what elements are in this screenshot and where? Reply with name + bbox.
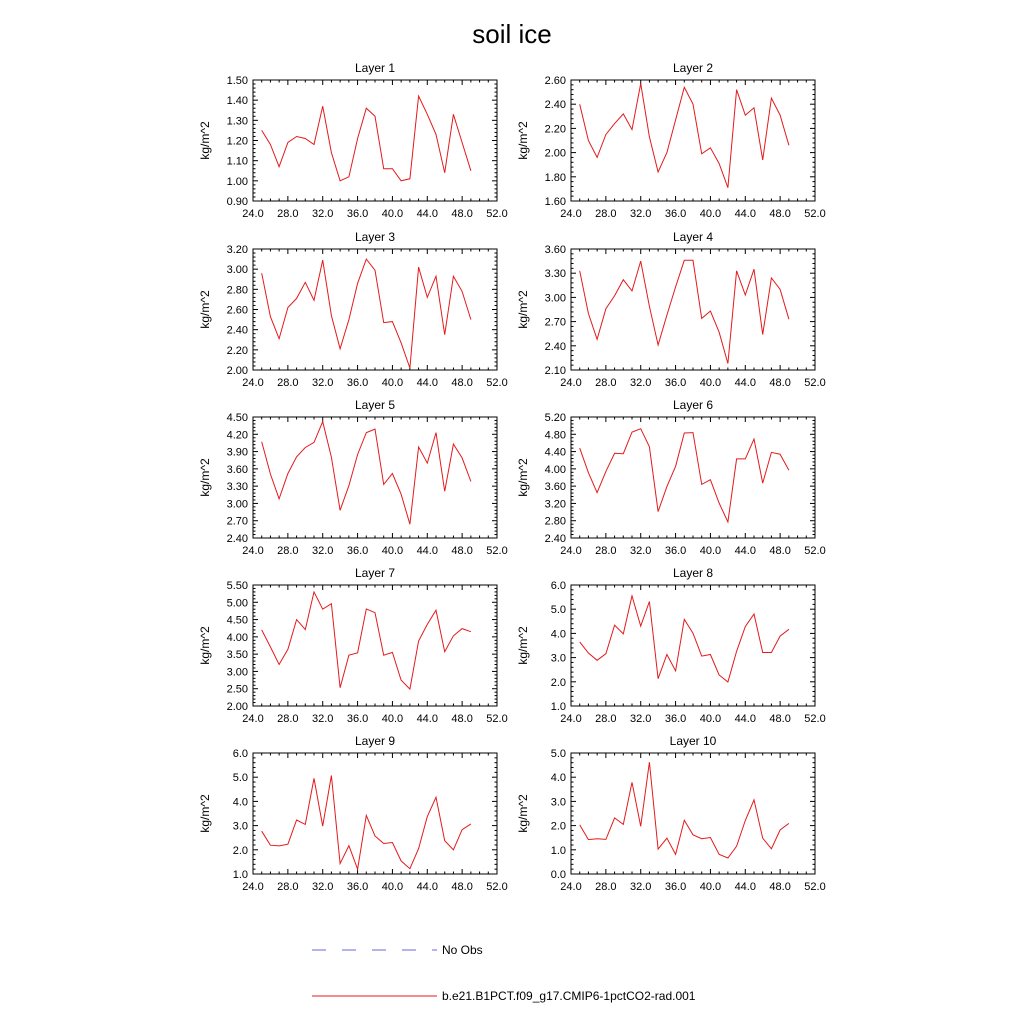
x-tick-label: 32.0 bbox=[630, 713, 652, 725]
panel-title: Layer 5 bbox=[354, 398, 396, 412]
chart-panel-layer-9 bbox=[198, 734, 508, 893]
x-tick-label: 48.0 bbox=[451, 208, 473, 220]
y-tick-label: 3.50 bbox=[226, 649, 248, 662]
panel-title: Layer 3 bbox=[354, 230, 396, 244]
panel-title: Layer 4 bbox=[672, 230, 714, 244]
y-tick-label: 5.0 bbox=[232, 772, 248, 785]
y-tick-label: 2.80 bbox=[544, 515, 566, 528]
chart-panel-layer-1 bbox=[198, 61, 508, 220]
plot-frame bbox=[571, 585, 815, 706]
y-tick-label: 1.10 bbox=[226, 155, 248, 168]
x-tick-label: 32.0 bbox=[630, 881, 652, 893]
plot-frame bbox=[571, 249, 815, 370]
x-tick-label: 28.0 bbox=[595, 713, 617, 725]
y-tick-label: 4.20 bbox=[226, 429, 248, 442]
plot-frame bbox=[571, 80, 815, 201]
y-tick-label: 1.20 bbox=[226, 135, 248, 148]
x-tick-label: 52.0 bbox=[486, 713, 508, 725]
y-tick-label: 3.00 bbox=[544, 292, 566, 305]
x-tick-label: 28.0 bbox=[277, 545, 299, 557]
plot-frame bbox=[253, 80, 497, 201]
x-tick-label: 40.0 bbox=[381, 377, 404, 389]
x-tick-label: 24.0 bbox=[242, 377, 264, 389]
x-tick-label: 24.0 bbox=[560, 377, 582, 389]
y-tick-label: 5.00 bbox=[226, 597, 248, 610]
series-line bbox=[580, 762, 789, 858]
y-tick-label: 3.20 bbox=[226, 244, 248, 256]
x-tick-label: 44.0 bbox=[734, 545, 756, 557]
x-tick-label: 36.0 bbox=[664, 881, 687, 893]
y-tick-label: 4.0 bbox=[550, 772, 566, 785]
y-tick-label: 2.0 bbox=[232, 844, 248, 857]
chart-panel-layer-6 bbox=[516, 398, 826, 557]
y-tick-label: 1.00 bbox=[226, 175, 248, 188]
y-tick-label: 4.40 bbox=[544, 446, 566, 459]
x-tick-label: 36.0 bbox=[664, 545, 687, 557]
plot-frame bbox=[253, 249, 497, 370]
y-tick-label: 2.0 bbox=[550, 820, 566, 833]
chart-panel-layer-5 bbox=[198, 398, 508, 557]
x-tick-label: 52.0 bbox=[804, 713, 826, 725]
y-tick-label: 1.0 bbox=[550, 701, 566, 713]
y-tick-label: 5.0 bbox=[550, 748, 566, 760]
y-tick-label: 3.00 bbox=[226, 498, 248, 511]
x-tick-label: 40.0 bbox=[699, 713, 722, 725]
y-axis-label: kg/m^2 bbox=[516, 626, 530, 665]
y-axis-label: kg/m^2 bbox=[516, 290, 530, 329]
x-tick-label: 40.0 bbox=[699, 377, 722, 389]
x-tick-label: 36.0 bbox=[346, 208, 369, 220]
x-tick-label: 48.0 bbox=[769, 377, 791, 389]
chart-panel-layer-8 bbox=[516, 566, 826, 725]
series-line bbox=[580, 596, 789, 682]
x-tick-label: 28.0 bbox=[595, 377, 617, 389]
x-tick-label: 28.0 bbox=[277, 881, 299, 893]
y-tick-label: 6.0 bbox=[550, 580, 566, 592]
legend-label-model-run: b.e21.B1PCT.f09_g17.CMIP6-1pctCO2-rad.001 bbox=[442, 989, 696, 1003]
y-tick-label: 3.60 bbox=[544, 481, 566, 494]
x-tick-label: 28.0 bbox=[595, 881, 617, 893]
x-tick-label: 48.0 bbox=[451, 377, 473, 389]
y-tick-label: 4.00 bbox=[226, 631, 248, 644]
panel-title: Layer 2 bbox=[672, 61, 714, 75]
figure-title: soil ice bbox=[472, 19, 552, 49]
y-tick-label: 5.0 bbox=[550, 604, 566, 617]
x-tick-label: 32.0 bbox=[630, 208, 652, 220]
y-tick-label: 2.80 bbox=[226, 284, 248, 297]
y-tick-label: 2.40 bbox=[544, 533, 566, 545]
series-line bbox=[262, 776, 471, 870]
y-tick-label: 2.40 bbox=[544, 99, 566, 112]
y-tick-label: 2.00 bbox=[226, 701, 248, 713]
panel-title: Layer 8 bbox=[672, 566, 714, 580]
x-tick-label: 32.0 bbox=[312, 377, 334, 389]
x-tick-label: 24.0 bbox=[242, 713, 264, 725]
y-axis-label: kg/m^2 bbox=[198, 458, 212, 497]
x-tick-label: 48.0 bbox=[451, 713, 473, 725]
x-tick-label: 36.0 bbox=[346, 545, 369, 557]
x-tick-label: 44.0 bbox=[734, 208, 756, 220]
y-axis-label: kg/m^2 bbox=[516, 458, 530, 497]
y-tick-label: 1.0 bbox=[232, 869, 248, 881]
x-tick-label: 48.0 bbox=[769, 208, 791, 220]
series-line bbox=[580, 429, 789, 522]
y-tick-label: 6.0 bbox=[232, 748, 248, 760]
plot-frame bbox=[253, 417, 497, 538]
y-tick-label: 3.00 bbox=[226, 666, 248, 679]
y-axis-label: kg/m^2 bbox=[516, 121, 530, 160]
y-tick-label: 4.0 bbox=[550, 628, 566, 641]
x-tick-label: 24.0 bbox=[560, 713, 582, 725]
x-tick-label: 32.0 bbox=[312, 208, 334, 220]
x-tick-label: 48.0 bbox=[769, 713, 791, 725]
y-tick-label: 1.30 bbox=[226, 115, 248, 128]
x-tick-label: 44.0 bbox=[416, 545, 438, 557]
x-tick-label: 32.0 bbox=[630, 377, 652, 389]
x-tick-label: 24.0 bbox=[560, 545, 582, 557]
y-tick-label: 4.0 bbox=[232, 796, 248, 809]
x-tick-label: 52.0 bbox=[804, 545, 826, 557]
chart-panel-layer-4 bbox=[516, 230, 826, 389]
x-tick-label: 28.0 bbox=[277, 377, 299, 389]
y-tick-label: 4.80 bbox=[544, 429, 566, 442]
chart-panels bbox=[198, 61, 826, 893]
x-tick-label: 40.0 bbox=[381, 545, 404, 557]
y-tick-label: 1.40 bbox=[226, 95, 248, 108]
panel-title: Layer 7 bbox=[354, 566, 396, 580]
x-tick-label: 28.0 bbox=[277, 208, 299, 220]
x-tick-label: 36.0 bbox=[346, 377, 369, 389]
series-line bbox=[262, 592, 471, 689]
x-tick-label: 36.0 bbox=[346, 713, 369, 725]
y-tick-label: 2.60 bbox=[226, 304, 248, 317]
x-tick-label: 32.0 bbox=[312, 881, 334, 893]
x-tick-label: 52.0 bbox=[804, 881, 826, 893]
series-line bbox=[580, 84, 789, 188]
x-tick-label: 52.0 bbox=[804, 377, 826, 389]
y-axis-label: kg/m^2 bbox=[198, 794, 212, 833]
x-tick-label: 40.0 bbox=[381, 208, 404, 220]
x-tick-label: 28.0 bbox=[595, 208, 617, 220]
y-tick-label: 3.0 bbox=[550, 652, 566, 665]
chart-panel-layer-2 bbox=[516, 61, 826, 220]
x-tick-label: 44.0 bbox=[734, 881, 756, 893]
plot-frame bbox=[253, 753, 497, 874]
y-axis-label: kg/m^2 bbox=[198, 626, 212, 665]
x-tick-label: 44.0 bbox=[734, 713, 756, 725]
y-tick-label: 3.60 bbox=[544, 244, 566, 256]
y-axis-label: kg/m^2 bbox=[198, 290, 212, 329]
x-tick-label: 52.0 bbox=[486, 208, 508, 220]
y-tick-label: 0.90 bbox=[226, 196, 248, 208]
y-tick-label: 3.0 bbox=[550, 796, 566, 809]
y-tick-label: 5.20 bbox=[544, 412, 566, 424]
y-tick-label: 2.40 bbox=[544, 340, 566, 353]
y-tick-label: 2.40 bbox=[226, 324, 248, 337]
y-tick-label: 2.00 bbox=[226, 365, 248, 377]
y-tick-label: 3.90 bbox=[226, 446, 248, 459]
series-line bbox=[262, 96, 471, 181]
x-tick-label: 52.0 bbox=[804, 208, 826, 220]
x-tick-label: 28.0 bbox=[595, 545, 617, 557]
y-tick-label: 5.50 bbox=[226, 580, 248, 592]
y-tick-label: 2.20 bbox=[544, 123, 566, 136]
y-tick-label: 3.60 bbox=[226, 463, 248, 476]
x-tick-label: 24.0 bbox=[242, 208, 264, 220]
panel-title: Layer 6 bbox=[672, 398, 714, 412]
y-tick-label: 1.60 bbox=[544, 196, 566, 208]
x-tick-label: 32.0 bbox=[630, 545, 652, 557]
x-tick-label: 40.0 bbox=[699, 881, 722, 893]
chart-panel-layer-10 bbox=[516, 734, 826, 893]
y-tick-label: 1.50 bbox=[226, 75, 248, 87]
x-tick-label: 24.0 bbox=[242, 881, 264, 893]
y-tick-label: 3.30 bbox=[544, 268, 566, 281]
series-line bbox=[262, 259, 471, 368]
x-tick-label: 48.0 bbox=[769, 545, 791, 557]
y-tick-label: 3.0 bbox=[232, 820, 248, 833]
y-tick-label: 4.50 bbox=[226, 614, 248, 627]
x-tick-label: 40.0 bbox=[381, 881, 404, 893]
x-tick-label: 52.0 bbox=[486, 377, 508, 389]
y-axis-label: kg/m^2 bbox=[516, 794, 530, 833]
x-tick-label: 32.0 bbox=[312, 545, 334, 557]
x-tick-label: 32.0 bbox=[312, 713, 334, 725]
y-tick-label: 4.00 bbox=[544, 463, 566, 476]
x-tick-label: 48.0 bbox=[769, 881, 791, 893]
x-tick-label: 44.0 bbox=[416, 377, 438, 389]
y-tick-label: 3.30 bbox=[226, 481, 248, 494]
x-tick-label: 40.0 bbox=[381, 713, 404, 725]
chart-panel-layer-3 bbox=[198, 230, 508, 389]
x-tick-label: 40.0 bbox=[699, 208, 722, 220]
legend bbox=[312, 943, 696, 1003]
y-tick-label: 0.0 bbox=[550, 869, 566, 881]
y-tick-label: 2.50 bbox=[226, 683, 248, 696]
y-tick-label: 2.00 bbox=[544, 147, 566, 160]
y-tick-label: 2.40 bbox=[226, 533, 248, 545]
chart-panel-layer-7 bbox=[198, 566, 508, 725]
x-tick-label: 36.0 bbox=[664, 377, 687, 389]
x-tick-label: 44.0 bbox=[416, 208, 438, 220]
y-tick-label: 1.80 bbox=[544, 171, 566, 184]
y-tick-label: 1.0 bbox=[550, 844, 566, 857]
x-tick-label: 48.0 bbox=[451, 545, 473, 557]
series-line bbox=[580, 260, 789, 363]
x-tick-label: 40.0 bbox=[699, 545, 722, 557]
x-tick-label: 44.0 bbox=[416, 713, 438, 725]
x-tick-label: 24.0 bbox=[560, 881, 582, 893]
legend-label-no-obs: No Obs bbox=[442, 943, 483, 957]
y-tick-label: 2.60 bbox=[544, 75, 566, 87]
y-tick-label: 4.50 bbox=[226, 412, 248, 424]
y-tick-label: 2.0 bbox=[550, 676, 566, 689]
x-tick-label: 52.0 bbox=[486, 545, 508, 557]
panel-title: Layer 1 bbox=[354, 61, 396, 75]
panel-title: Layer 10 bbox=[669, 734, 717, 748]
x-tick-label: 36.0 bbox=[346, 881, 369, 893]
x-tick-label: 28.0 bbox=[277, 713, 299, 725]
y-tick-label: 2.20 bbox=[226, 344, 248, 357]
x-tick-label: 44.0 bbox=[416, 881, 438, 893]
x-tick-label: 48.0 bbox=[451, 881, 473, 893]
panel-title: Layer 9 bbox=[354, 734, 396, 748]
y-tick-label: 2.70 bbox=[226, 515, 248, 528]
y-axis-label: kg/m^2 bbox=[198, 121, 212, 160]
y-tick-label: 2.10 bbox=[544, 365, 566, 377]
x-tick-label: 36.0 bbox=[664, 208, 687, 220]
x-tick-label: 36.0 bbox=[664, 713, 687, 725]
x-tick-label: 52.0 bbox=[486, 881, 508, 893]
plot-frame bbox=[571, 753, 815, 874]
series-line bbox=[262, 422, 471, 525]
x-tick-label: 44.0 bbox=[734, 377, 756, 389]
y-tick-label: 3.20 bbox=[544, 498, 566, 511]
y-tick-label: 2.70 bbox=[544, 316, 566, 329]
x-tick-label: 24.0 bbox=[242, 545, 264, 557]
plot-frame bbox=[253, 585, 497, 706]
y-tick-label: 3.00 bbox=[226, 264, 248, 277]
x-tick-label: 24.0 bbox=[560, 208, 582, 220]
